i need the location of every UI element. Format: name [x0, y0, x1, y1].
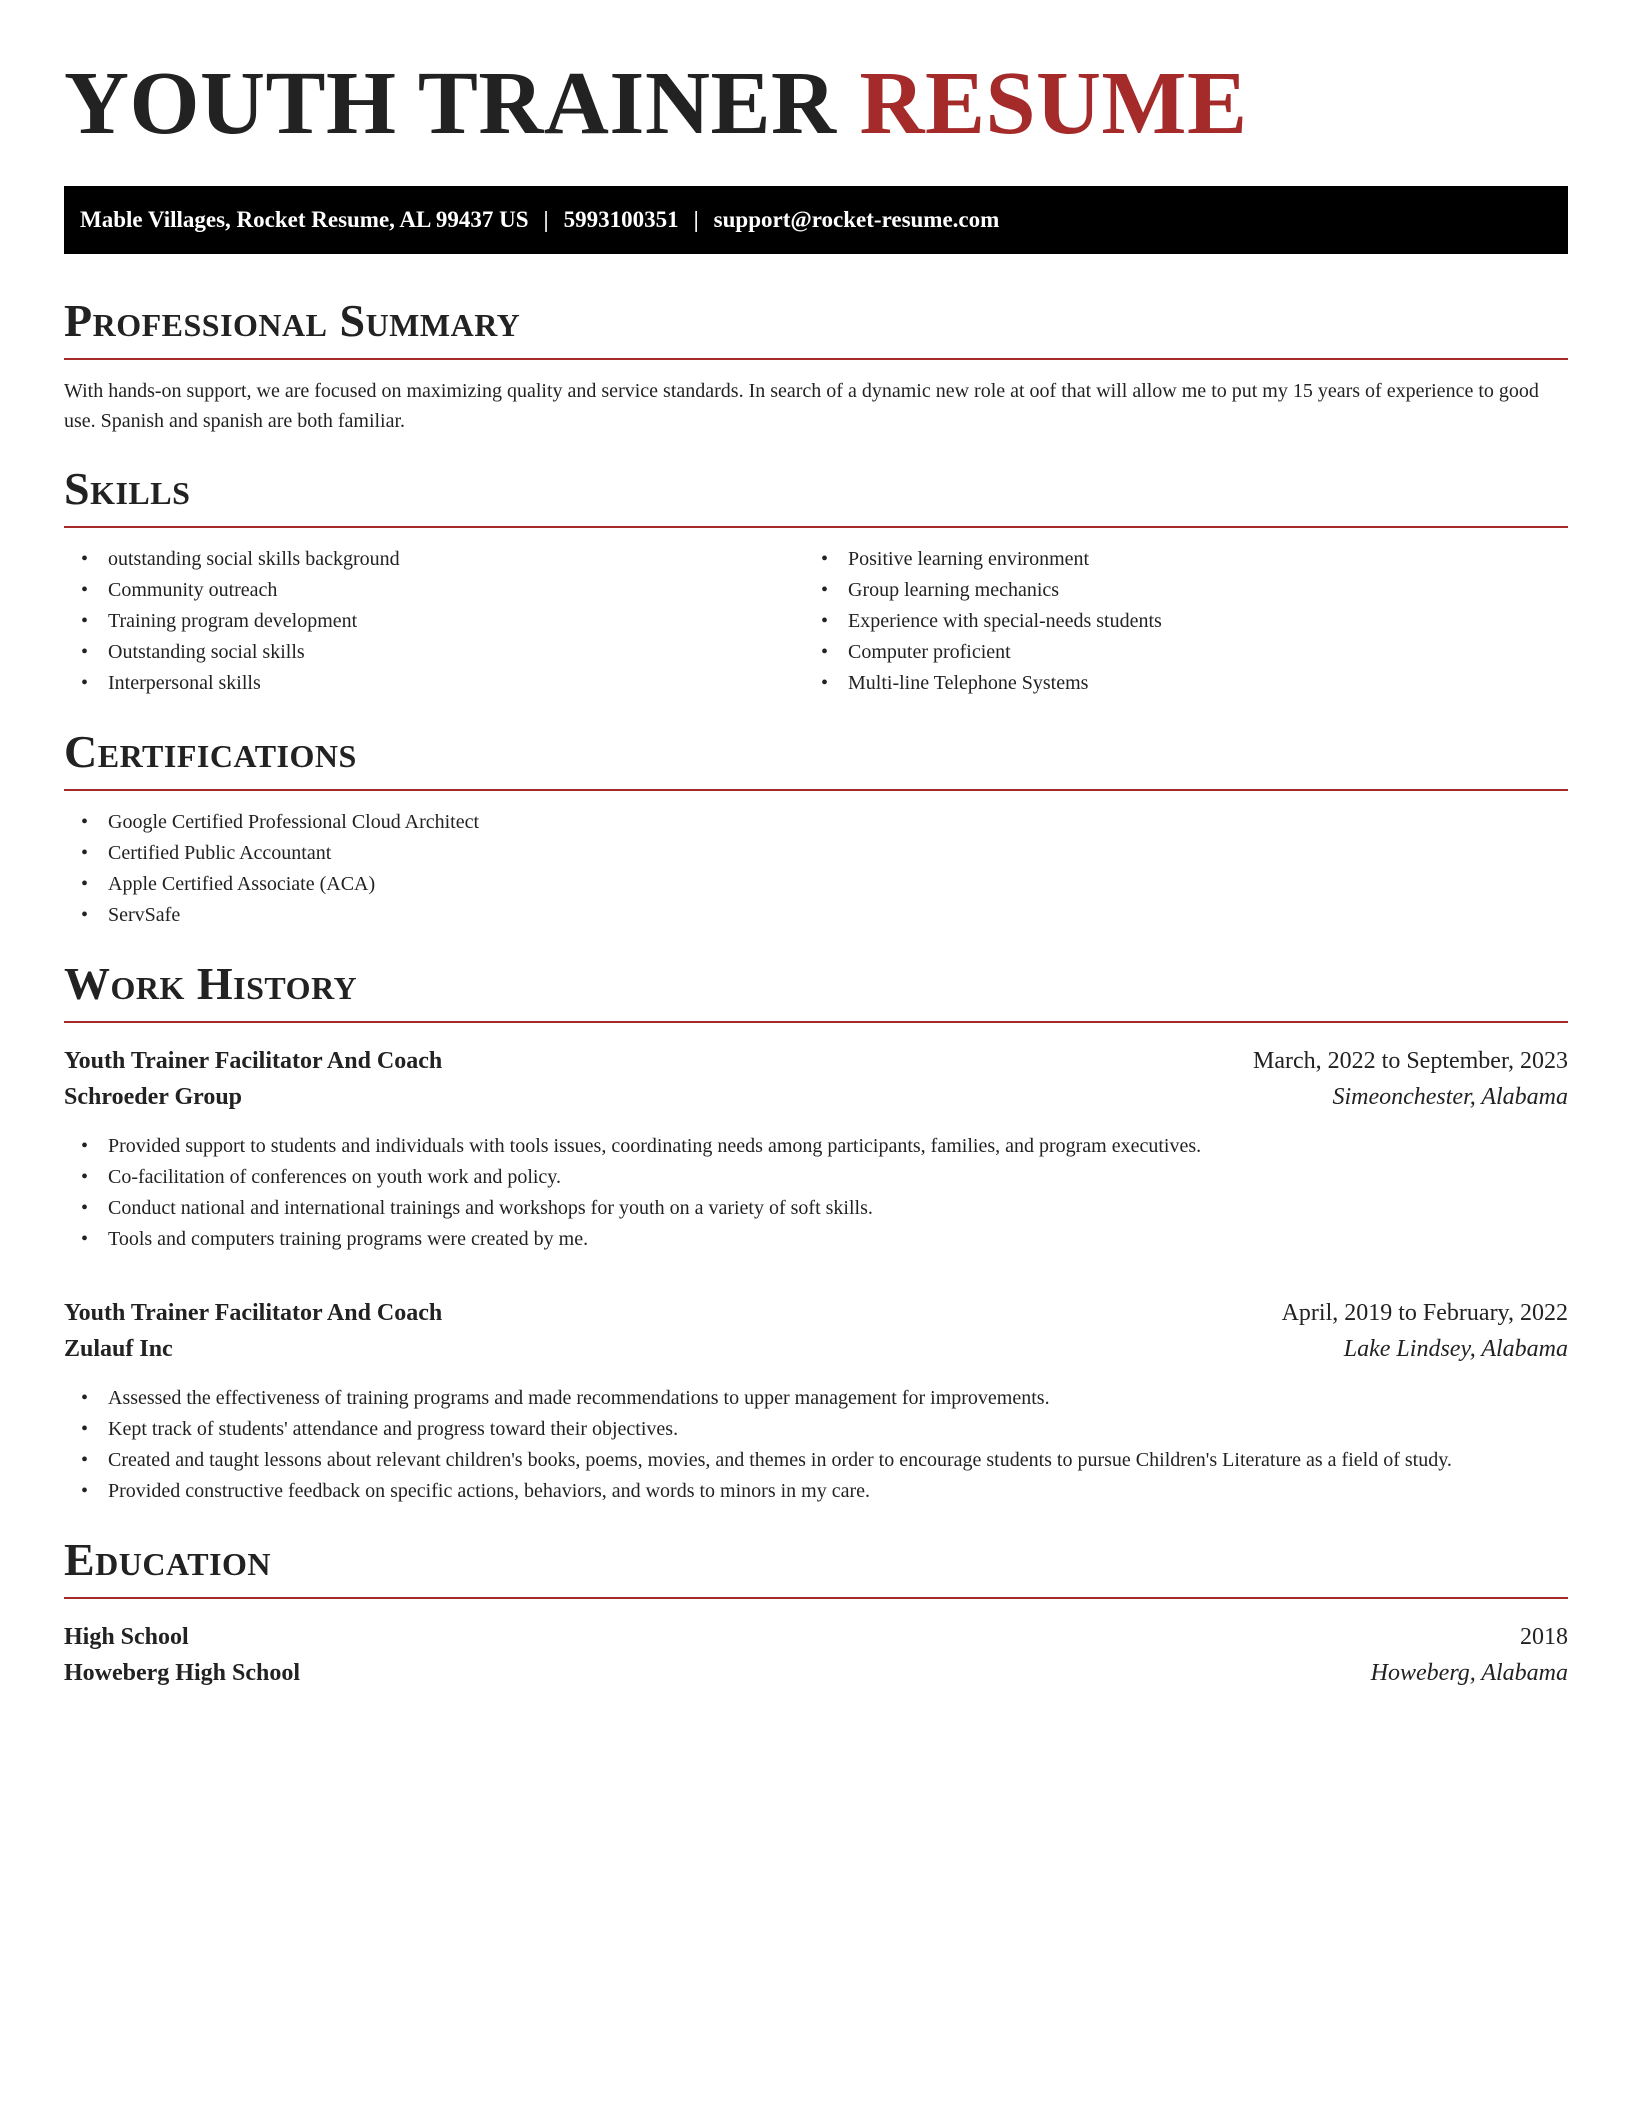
skill-item: • outstanding social skills background — [64, 544, 804, 575]
education-location: Howeberg, Alabama — [1370, 1660, 1568, 1686]
job-bullet: • Assessed the effectiveness of training programs and made recommendations to upper management for improvements. — [64, 1383, 1568, 1414]
certification-item: • Google Certified Professional Cloud Architect — [64, 807, 1568, 838]
job-entry — [64, 1295, 1568, 1507]
skills-grid — [64, 528, 1568, 699]
job-bullet: • Kept track of students' attendance and progress toward their objectives. — [64, 1414, 1568, 1445]
certification-item: • Apple Certified Associate (ACA) — [64, 869, 1568, 900]
section-heading-skills: Skills — [64, 463, 191, 514]
section-divider — [64, 358, 1568, 360]
job-entry — [64, 1043, 1568, 1255]
summary-section — [64, 296, 1568, 436]
job-bullet: • Conduct national and international trainings and workshops for youth on a variety of soft skills. — [64, 1193, 1568, 1224]
skills-list-right — [804, 544, 1544, 699]
job-title-row — [64, 1295, 1568, 1331]
job-dates: March, 2022 to September, 2023 — [1253, 1048, 1568, 1074]
skill-item: • Computer proficient — [804, 637, 1544, 668]
resume-title — [64, 54, 1568, 153]
skills-section — [64, 464, 1568, 699]
job-title-row — [64, 1043, 1568, 1079]
title-main: YOUTH TRAINER — [64, 54, 837, 153]
skill-item: • Training program development — [64, 606, 804, 637]
job-bullets — [64, 1131, 1568, 1255]
contact-address: Mable Villages, Rocket Resume, AL 99437 US — [80, 207, 529, 232]
education-section — [64, 1535, 1568, 1691]
job-location: Simeonchester, Alabama — [1332, 1084, 1568, 1110]
skills-list-left — [64, 544, 804, 699]
section-heading-work-history: Work History — [64, 958, 358, 1009]
job-company-row — [64, 1331, 1568, 1367]
certifications-list — [64, 807, 1568, 931]
contact-phone: 5993100351 — [563, 207, 679, 232]
job-dates: April, 2019 to February, 2022 — [1281, 1300, 1568, 1326]
job-title: Youth Trainer Facilitator And Coach — [64, 1048, 443, 1074]
certification-item: • ServSafe — [64, 900, 1568, 931]
contact-separator: | — [543, 207, 549, 232]
section-divider — [64, 1597, 1568, 1599]
certifications-section — [64, 727, 1568, 931]
section-divider — [64, 1021, 1568, 1023]
skill-item: • Community outreach — [64, 575, 804, 606]
summary-text: With hands-on support, we are focused on maximizing quality and service standards. In search of a dynamic new role at oof that will allow me to put my 15 years of experience to good use. Spanish and spanish are both familiar. — [64, 380, 1539, 432]
title-accent: RESUME — [859, 54, 1248, 153]
job-bullet: • Co-facilitation of conferences on youth work and policy. — [64, 1162, 1568, 1193]
job-location: Lake Lindsey, Alabama — [1343, 1336, 1568, 1362]
job-bullet: • Provided constructive feedback on specific actions, behaviors, and words to minors in my care. — [64, 1476, 1568, 1507]
education-school: Howeberg High School — [64, 1660, 301, 1686]
job-bullet: • Provided support to students and individuals with tools issues, coordinating needs among participants, families, and program executives. — [64, 1131, 1568, 1162]
job-title: Youth Trainer Facilitator And Coach — [64, 1300, 443, 1326]
skill-item: • Outstanding social skills — [64, 637, 804, 668]
education-year: 2018 — [1520, 1624, 1568, 1650]
skill-item: • Group learning mechanics — [804, 575, 1544, 606]
skill-item: • Interpersonal skills — [64, 668, 804, 699]
contact-email: support@rocket-resume.com — [713, 207, 1000, 232]
certification-item: • Certified Public Accountant — [64, 838, 1568, 869]
skill-item: • Experience with special-needs students — [804, 606, 1544, 637]
section-divider — [64, 789, 1568, 791]
education-degree-row — [64, 1619, 1568, 1655]
education-entry — [64, 1619, 1568, 1691]
job-company: Schroeder Group — [64, 1084, 243, 1110]
section-heading-certifications: Certifications — [64, 726, 357, 777]
skill-item: • Multi-line Telephone Systems — [804, 668, 1544, 699]
contact-bar — [64, 186, 1568, 254]
contact-separator: | — [693, 207, 699, 232]
education-school-row — [64, 1655, 1568, 1691]
job-bullet: • Created and taught lessons about relevant children's books, poems, movies, and themes in order to encourage students to pursue Children's Literature as a field of study. — [64, 1445, 1568, 1476]
skill-item: • Positive learning environment — [804, 544, 1544, 575]
job-company-row — [64, 1079, 1568, 1115]
work-history-section — [64, 959, 1568, 1507]
job-company: Zulauf Inc — [64, 1336, 173, 1362]
education-degree: High School — [64, 1624, 189, 1650]
job-bullets — [64, 1383, 1568, 1507]
section-heading-education: Education — [64, 1534, 272, 1585]
job-bullet: • Tools and computers training programs were created by me. — [64, 1224, 1568, 1255]
section-heading-summary: Professional Summary — [64, 295, 521, 346]
